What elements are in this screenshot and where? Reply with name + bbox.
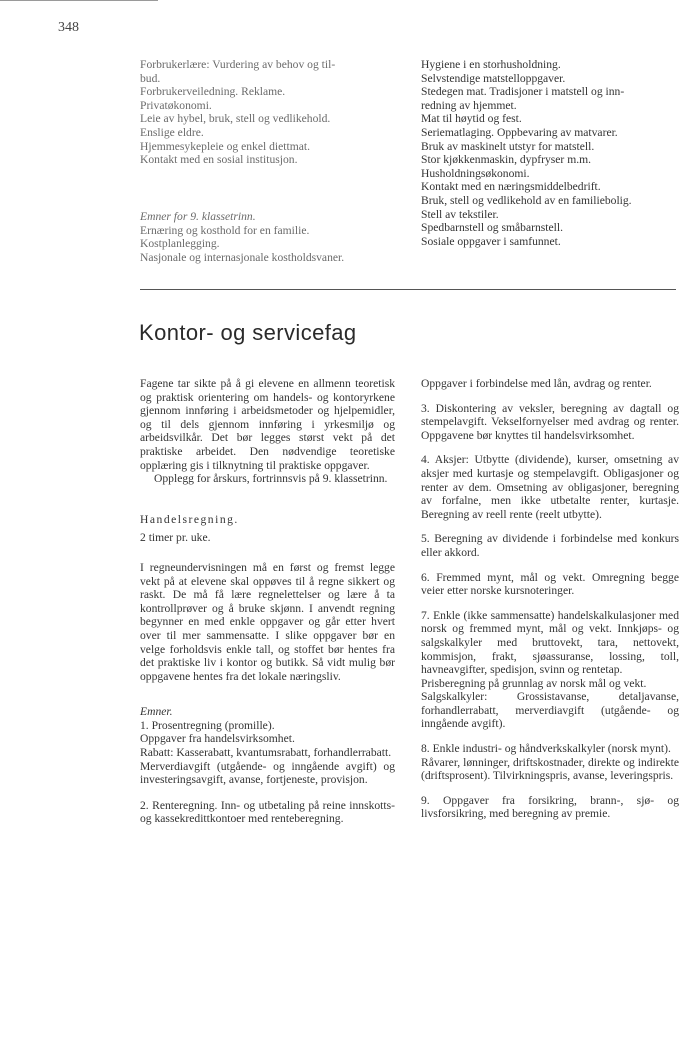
top-right-line: Seriematlaging. Oppbevaring av matvarer. xyxy=(421,125,618,139)
emner9-item: Ernæring og kosthold for en familie. xyxy=(140,223,310,237)
top-left-column xyxy=(140,58,395,167)
list-item: 5. Beregning av dividende i forbindelse med konkurs eller akkord. xyxy=(421,532,679,559)
emner9-item: Kostplanlegging. xyxy=(140,237,220,251)
top-right-line: Stell av tekstiler. xyxy=(421,207,499,221)
intro-paragraph: Fagene tar sikte på å gi elevene en allmenn teoretisk og praktisk orientering om handels- og kontoryrkene gjennom innføring i arbeidsmetoder og hjelpemidler, og til dels gjennom innføring i yrkesmiljø og arbeidsvilkår. Det bør legges størst vekt på det praktiske arbeidet. Den nødvendige teoretiske opplæring gis i tilknytning til praktiske oppgaver. xyxy=(140,377,395,472)
list-item: 6. Fremmed mynt, mål og vekt. Omregning begge veier etter norske kursnoteringer. xyxy=(421,570,679,598)
top-right-line: Bruk, stell og vedlikehold av en familiebolig. xyxy=(421,193,632,207)
subject-heading: Handelsregning. xyxy=(140,512,239,526)
top-right-line: Selvstendige matstelloppgaver. xyxy=(421,71,566,85)
list-item: Oppgaver i forbindelse med lån, avdrag og renter. xyxy=(421,377,652,390)
top-left-line: Forbrukerlære: Vurdering av behov og til- xyxy=(140,58,336,71)
list-item: 4. Aksjer: Utbytte (dividende), kurser, omsetning av aksjer med kurtasje og stempelavgift. Obligasjoner og renter av dem. Omsetning av obligasjoner, beregning av forfalne, men ikke utbetalte renter, kurtasje. Beregning av reell rente (reelt utbytte). xyxy=(421,453,679,521)
emner9-heading: Emner for 9. klassetrinn. xyxy=(140,210,256,223)
list-item: 8. Enkle industri- og håndverkskalkyler (norsk mynt). xyxy=(421,742,671,756)
top-right-line: Stedegen mat. Tradisjoner i matstell og inn- xyxy=(421,85,625,99)
list-item: Merverdiavgift (utgående- og inngående avgift) og investeringsavgift, avanse, fortjeneste, provisjon. xyxy=(140,759,395,787)
top-right-column xyxy=(421,58,679,248)
list-item: Salgskalkyler: Grossistavanse, detaljavanse, forhandlerrabatt, merverdiavgift (utgående- og inngående avgift). xyxy=(421,690,679,731)
top-left-line: Hjemmesykepleie og enkel diettmat. xyxy=(140,139,310,153)
list-item: 2. Renteregning. Inn- og utbetaling på reine innskotts- og kassekredittkontoer med renteberegning. xyxy=(140,798,395,826)
top-right-line: Hygiene i en storhusholdning. xyxy=(421,58,561,71)
list-item: 7. Enkle (ikke sammensatte) handelskalkulasjoner med norsk og fremmed mynt, mål og vekt. Innkjøps- og salgskalkyler med bruttovekt, tara, nettovekt, kommisjon, frakt, sjøassuranse, lossing, toll, havneavgifter, spedisjon, svinn og rentetap. xyxy=(421,608,679,677)
emner-heading: Emner. xyxy=(140,705,173,719)
top-right-line: Sosiale oppgaver i samfunnet. xyxy=(421,234,561,248)
list-item: 1. Prosentregning (promille). xyxy=(140,718,275,732)
list-item: 9. Oppgaver fra forsikring, brann-, sjø- og livsforsikring, med beregning av premie. xyxy=(421,793,679,821)
regning-paragraph: I regneundervisningen må en først og fremst legge vekt på at elevene skal oppøves til å regne sikkert og raskt. De må få lære regnelettelser og lære å ta kontrollprøver og å bruke skjønn. I anvendt regning begynner en med enkle oppgaver og går etter hvert over til mer sammensatte. I slike oppgaver bør en velge forholdsvis enkle tall, og stoffet bør hentes fra det praktiske liv i kontor og butikk. Så vidt mulig bør oppgavene hentes fra det lokale næringsliv. xyxy=(140,560,395,683)
section-divider xyxy=(140,289,676,290)
top-right-line: Stor kjøkkenmaskin, dypfryser m.m. xyxy=(421,153,592,167)
list-item: Råvarer, lønninger, driftskostnader, direkte og indirekte (driftsprosent). Tilvirkningspris, avanse, leveringspris. xyxy=(421,755,679,783)
top-right-line: Kontakt med en næringsmiddelbedrift. xyxy=(421,180,601,194)
list-item: Rabatt: Kasserabatt, kvantumsrabatt, forhandlerrabatt. xyxy=(140,746,392,760)
list-item: Prisberegning på grunnlag av norsk mål og vekt. xyxy=(421,676,647,690)
top-left-line: Forbrukerveiledning. Reklame. xyxy=(140,85,286,99)
top-right-line: Husholdningsøkonomi. xyxy=(421,166,530,180)
oppleg-paragraph: Opplegg for årskurs, fortrinnsvis på 9. klassetrinn. xyxy=(154,472,388,486)
top-left-line: Enslige eldre. xyxy=(140,125,204,139)
hours-text: 2 timer pr. uke. xyxy=(140,531,211,545)
emner9-block xyxy=(140,210,395,264)
list-item: 3. Diskontering av veksler, beregning av dagtall og stempelavgift. Vekselfornyelser med avdrag og renter. Oppgavene bør knyttes til handelsvirksomhet. xyxy=(421,401,679,442)
section-title: Kontor- og servicefag xyxy=(139,320,357,345)
main-right-column xyxy=(421,377,679,821)
top-right-line: redning av hjemmet. xyxy=(421,98,517,112)
top-left-line: Kontakt med en sosial institusjon. xyxy=(140,153,298,167)
main-left-column xyxy=(140,377,395,826)
top-left-line: Leie av hybel, bruk, stell og vedlikehold. xyxy=(140,112,331,126)
top-right-line: Bruk av maskinelt utstyr for matstell. xyxy=(421,139,595,153)
emner9-item: Nasjonale og internasjonale kostholdsvaner. xyxy=(140,250,345,264)
top-edge-line xyxy=(0,0,158,1)
top-right-line: Mat til høytid og fest. xyxy=(421,112,522,126)
top-left-line: bud. xyxy=(140,71,161,85)
list-item: Oppgaver fra handelsvirksomhet. xyxy=(140,732,295,746)
top-right-line: Spedbarnstell og småbarnstell. xyxy=(421,221,563,235)
page-number: 348 xyxy=(58,20,79,35)
top-left-line: Privatøkonomi. xyxy=(140,98,212,112)
